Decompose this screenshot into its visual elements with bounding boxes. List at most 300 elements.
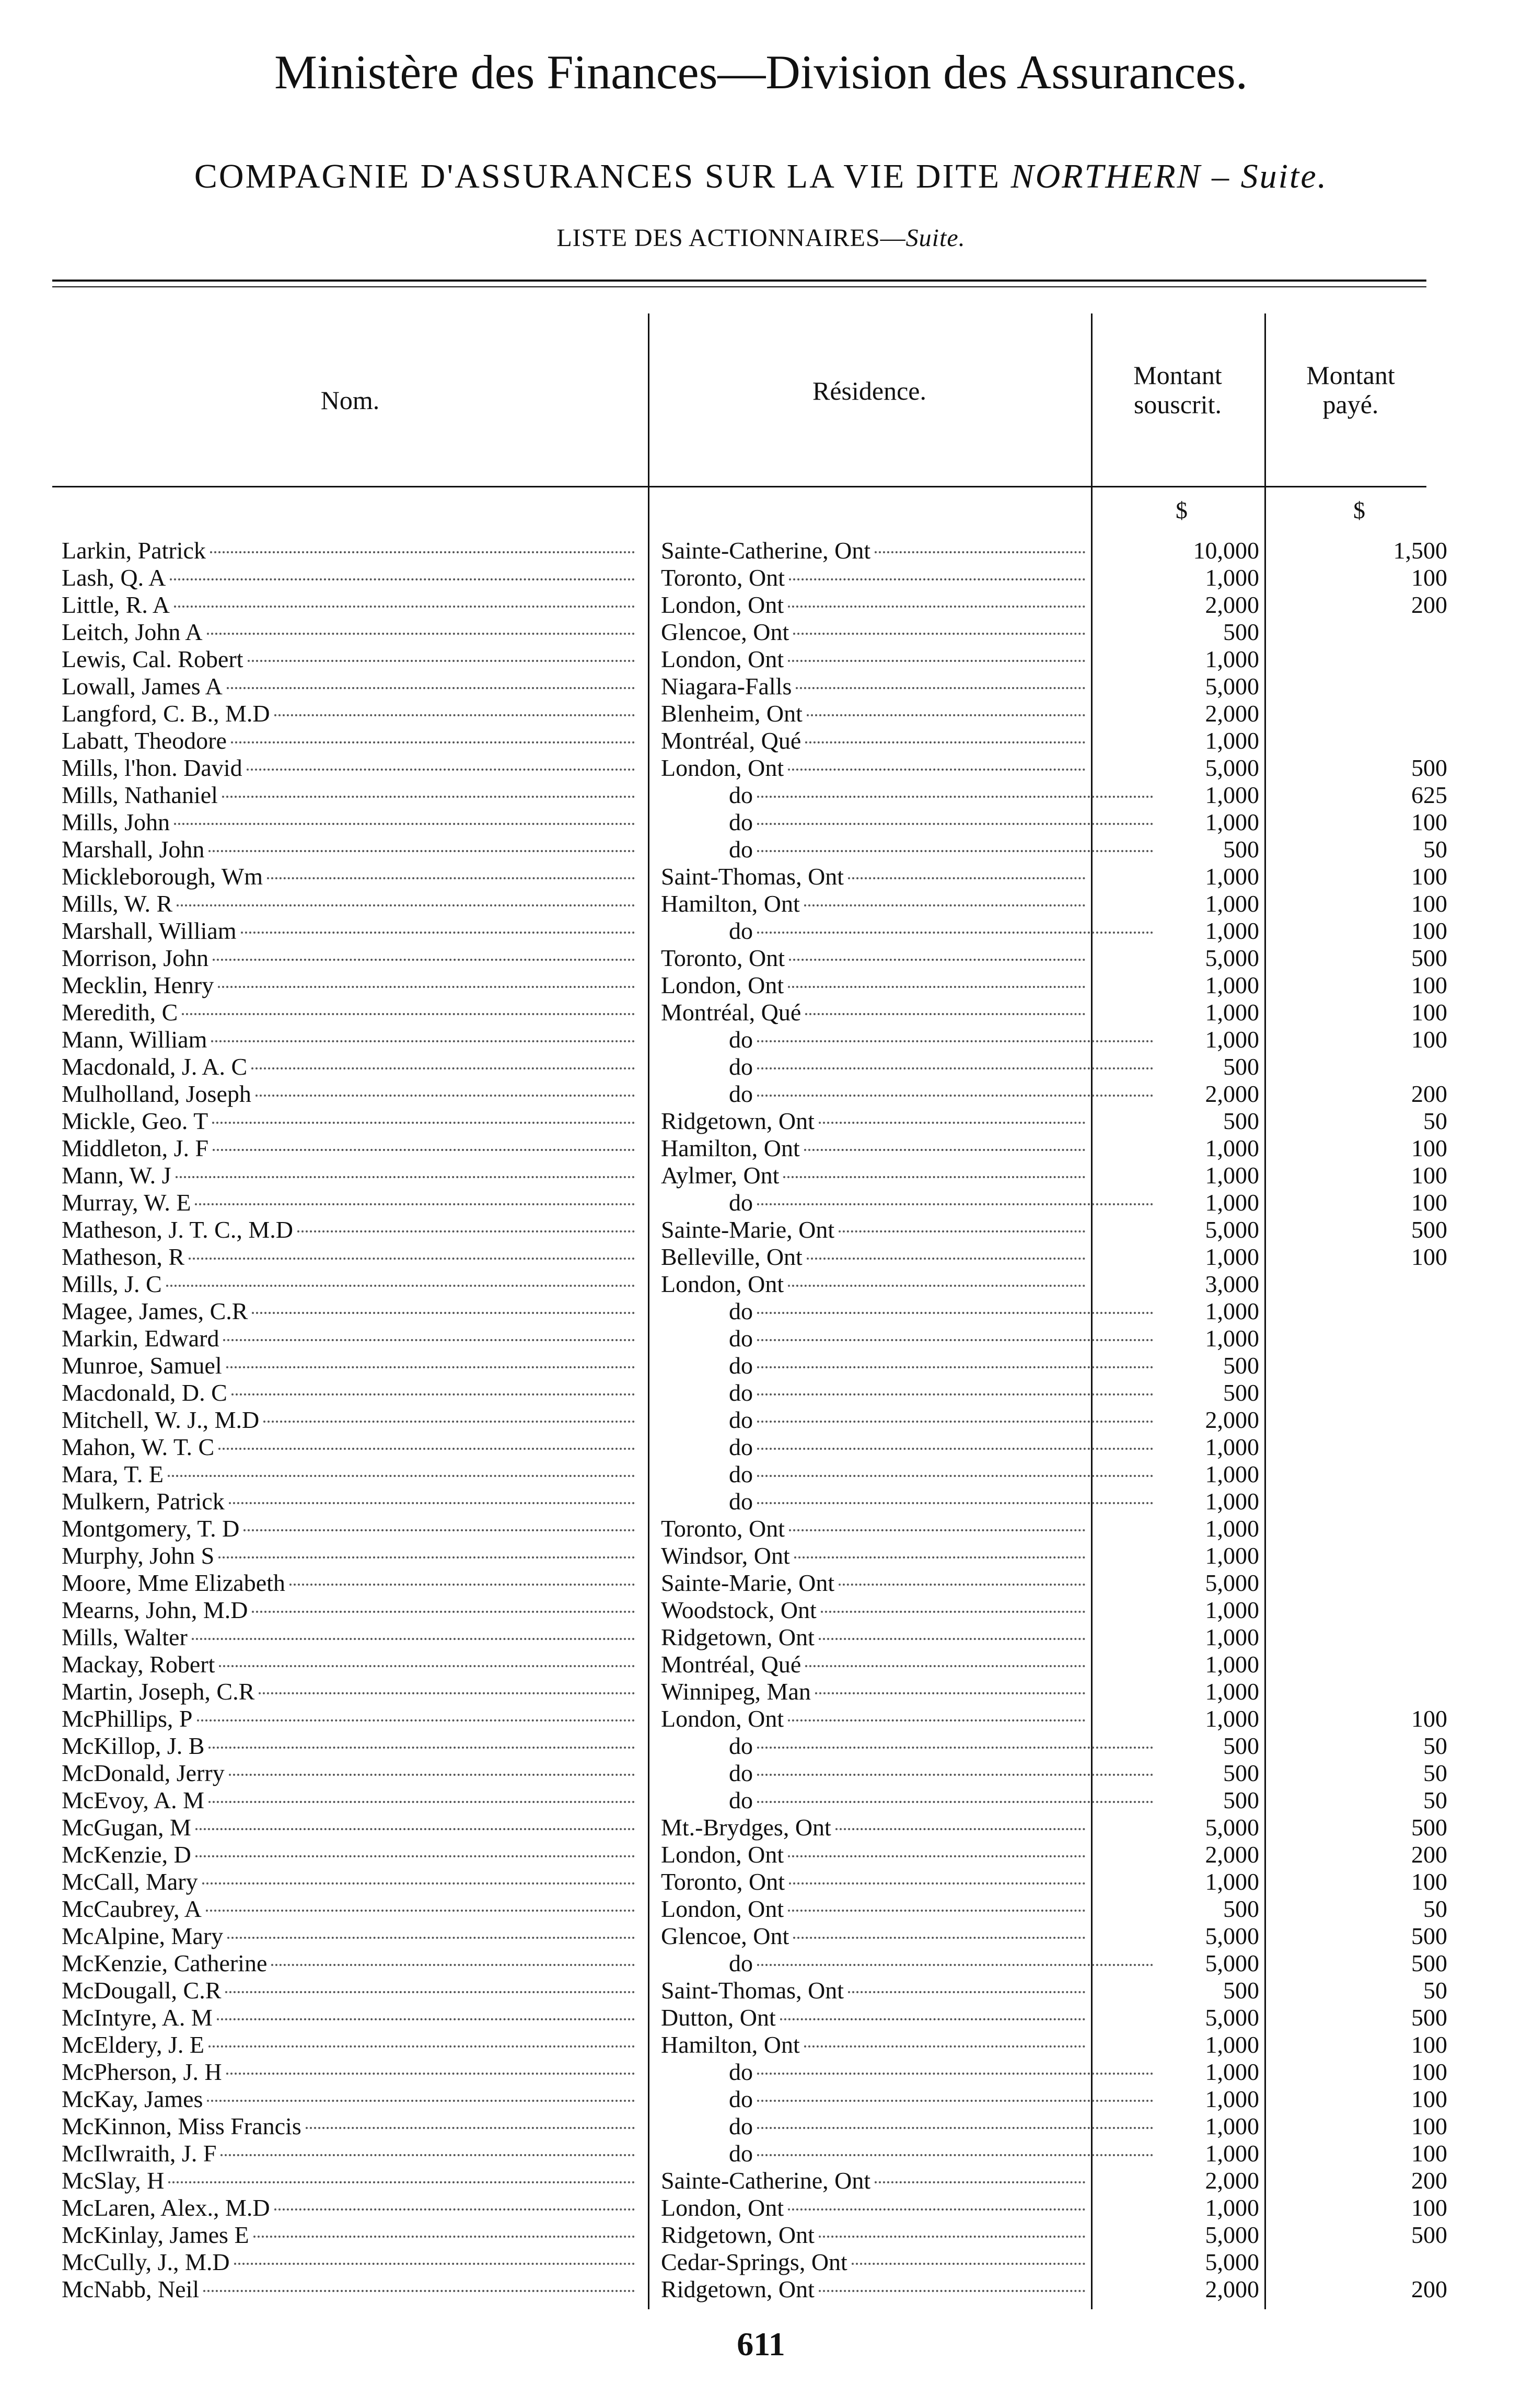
- leader-dots: [788, 1285, 1085, 1287]
- shareholder-name: McDougall, C.R: [62, 1977, 222, 2004]
- residence: Blenheim, Ont: [661, 700, 803, 727]
- table-row: [0, 700, 1522, 727]
- column-header-subscribed-line2: souscrit.: [1133, 390, 1222, 419]
- leader-dots: [835, 1828, 1085, 1830]
- amount-subscribed: 1,000: [1205, 2194, 1259, 2221]
- leader-dots: [788, 2208, 1085, 2211]
- amount-subscribed: 1,000: [1205, 1705, 1259, 1732]
- residence-cell: [661, 2140, 1157, 2167]
- table-row: [0, 591, 1522, 619]
- leader-dots: [796, 687, 1085, 689]
- leader-dots: [252, 1312, 635, 1314]
- shareholder-name: McIlwraith, J. F: [62, 2140, 217, 2167]
- amount-paid: 100: [1411, 1868, 1447, 1895]
- column-header-subscribed: [1091, 360, 1264, 419]
- table-row: [0, 999, 1522, 1026]
- amount-paid: 50: [1423, 1108, 1447, 1134]
- amount-subscribed: 1,000: [1205, 2031, 1259, 2058]
- shareholder-name: McGugan, M: [62, 1814, 191, 1841]
- table-row: [0, 1787, 1522, 1814]
- shareholder-name: Mickleborough, Wm: [62, 863, 263, 890]
- shareholder-name: Macdonald, J. A. C: [62, 1053, 248, 1080]
- residence-cell: [661, 1841, 1089, 1868]
- shareholder-name-cell: [62, 1488, 639, 1515]
- residence: do: [729, 2113, 753, 2139]
- shareholder-name: Leitch, John A: [62, 619, 203, 645]
- table-row: [0, 2004, 1522, 2031]
- residence: do: [729, 1434, 753, 1460]
- amount-paid: 500: [1411, 2221, 1447, 2248]
- shareholder-name: McKinnon, Miss Francis: [62, 2113, 301, 2139]
- shareholder-name: McNabb, Neil: [62, 2276, 200, 2302]
- amount-paid: 1,500: [1393, 537, 1447, 564]
- column-header-paid-line1: Montant: [1306, 360, 1395, 390]
- company-name: NORTHERN: [1010, 157, 1202, 195]
- shareholder-name: McPherson, J. H: [62, 2058, 222, 2085]
- shareholder-name-cell: [62, 890, 639, 917]
- residence: Hamilton, Ont: [661, 1135, 800, 1161]
- shareholder-name: Lewis, Cal. Robert: [62, 646, 243, 672]
- company-suffix: – Suite.: [1212, 157, 1328, 195]
- table-row: [0, 1434, 1522, 1461]
- table-row: [0, 2249, 1522, 2276]
- residence-cell: [661, 2113, 1157, 2140]
- amount-subscribed: 1,000: [1205, 1189, 1259, 1216]
- residence: Montréal, Qué: [661, 999, 801, 1026]
- table-row: [0, 1895, 1522, 1923]
- residence-cell: [661, 1243, 1089, 1271]
- table-row: [0, 1461, 1522, 1488]
- shareholder-name: Lash, Q. A: [62, 564, 166, 591]
- column-header-subscribed-line1: Montant: [1133, 360, 1222, 390]
- shareholder-name: Mackay, Robert: [62, 1651, 215, 1678]
- shareholder-name: McCaubrey, A: [62, 1895, 202, 1922]
- amount-paid: 50: [1423, 1977, 1447, 2004]
- amount-subscribed: 1,000: [1205, 917, 1259, 944]
- amount-paid: 50: [1423, 1760, 1447, 1786]
- residence: Sainte-Catherine, Ont: [661, 537, 871, 564]
- residence: Ridgetown, Ont: [661, 2221, 815, 2248]
- shareholder-name-cell: [62, 1352, 639, 1379]
- residence-cell: [661, 1542, 1089, 1569]
- shareholder-name-cell: [62, 1135, 639, 1162]
- residence-cell: [661, 754, 1089, 782]
- leader-dots: [212, 1122, 635, 1124]
- shareholder-name-cell: [62, 2113, 639, 2140]
- amount-subscribed: 1,000: [1205, 646, 1259, 672]
- table-row: [0, 754, 1522, 782]
- residence: Cedar-Springs, Ont: [661, 2249, 847, 2275]
- shareholder-name-cell: [62, 646, 639, 673]
- amount-subscribed: 1,000: [1205, 1868, 1259, 1895]
- company-title: [0, 157, 1522, 196]
- table-row: [0, 972, 1522, 999]
- leader-dots: [788, 660, 1085, 662]
- table-row: [0, 1705, 1522, 1732]
- leader-dots: [875, 2181, 1085, 2183]
- shareholder-name: Mills, J. C: [62, 1271, 162, 1297]
- residence-cell: [661, 1597, 1089, 1624]
- leader-dots: [203, 2290, 635, 2292]
- table-row: [0, 917, 1522, 945]
- shareholder-name: Mills, Nathaniel: [62, 782, 218, 808]
- amount-subscribed: 1,000: [1205, 2086, 1259, 2112]
- leader-dots: [875, 551, 1085, 553]
- amount-subscribed: 5,000: [1205, 2004, 1259, 2031]
- leader-dots: [234, 2263, 635, 2265]
- shareholder-name-cell: [62, 1108, 639, 1135]
- shareholder-name: McAlpine, Mary: [62, 1923, 224, 1949]
- amount-subscribed: 5,000: [1205, 1950, 1259, 1976]
- amount-subscribed: 1,000: [1205, 1461, 1259, 1487]
- leader-dots: [788, 1855, 1085, 1857]
- shareholder-name-cell: [62, 1216, 639, 1243]
- residence: do: [729, 1760, 753, 1786]
- amount-subscribed: 1,000: [1205, 564, 1259, 591]
- leader-dots: [168, 1475, 635, 1477]
- list-title-suffix: Suite.: [905, 224, 966, 252]
- residence: do: [729, 1325, 753, 1352]
- amount-paid: 100: [1411, 2086, 1447, 2112]
- leader-dots: [289, 1584, 635, 1586]
- leader-dots: [271, 1964, 635, 1966]
- amount-paid: 100: [1411, 2113, 1447, 2139]
- shareholder-name-cell: [62, 1162, 639, 1189]
- leader-dots: [255, 1095, 635, 1097]
- shareholder-name: Mickle, Geo. T: [62, 1108, 208, 1134]
- amount-subscribed: 1,000: [1205, 1298, 1259, 1324]
- amount-subscribed: 5,000: [1205, 2249, 1259, 2275]
- shareholder-name: McCully, J., M.D: [62, 2249, 230, 2275]
- residence-cell: [661, 1732, 1157, 1760]
- residence-cell: [661, 1189, 1157, 1216]
- amount-subscribed: 1,000: [1205, 1325, 1259, 1352]
- shareholder-name-cell: [62, 1080, 639, 1108]
- table-row: [0, 1977, 1522, 2004]
- shareholder-name: Markin, Edward: [62, 1325, 219, 1352]
- shareholder-name-cell: [62, 1271, 639, 1298]
- leader-dots: [788, 606, 1085, 608]
- residence-cell: [661, 1325, 1157, 1352]
- amount-paid: 500: [1411, 1950, 1447, 1976]
- shareholder-name-cell: [62, 1950, 639, 1977]
- table-row: [0, 2276, 1522, 2303]
- table-row: [0, 1216, 1522, 1243]
- shareholder-name: McSlay, H: [62, 2167, 165, 2194]
- shareholder-name-cell: [62, 2031, 639, 2058]
- table-row: [0, 2221, 1522, 2249]
- table-row: [0, 1271, 1522, 1298]
- residence: Sainte-Marie, Ont: [661, 1569, 835, 1596]
- amount-subscribed: 5,000: [1205, 673, 1259, 700]
- shareholder-name-cell: [62, 1923, 639, 1950]
- leader-dots: [229, 1502, 635, 1504]
- leader-dots: [211, 1040, 635, 1042]
- leader-dots: [251, 1067, 635, 1069]
- table-row: [0, 619, 1522, 646]
- table-row: [0, 1923, 1522, 1950]
- table-row: [0, 945, 1522, 972]
- residence-cell: [661, 890, 1089, 917]
- residence-cell: [661, 2249, 1089, 2276]
- amount-subscribed: 1,000: [1205, 863, 1259, 890]
- amount-subscribed: 500: [1223, 1732, 1259, 1759]
- amount-paid: 50: [1423, 1787, 1447, 1813]
- amount-paid: 100: [1411, 2031, 1447, 2058]
- residence: Saint-Thomas, Ont: [661, 863, 844, 890]
- shareholder-name-cell: [62, 754, 639, 782]
- shareholder-name-cell: [62, 1243, 639, 1271]
- amount-paid: 50: [1423, 836, 1447, 863]
- residence: Glencoe, Ont: [661, 619, 789, 645]
- residence: do: [729, 1488, 753, 1515]
- amount-paid: 200: [1411, 2167, 1447, 2194]
- leader-dots: [218, 1556, 635, 1558]
- leader-dots: [195, 1855, 635, 1857]
- shareholder-name-cell: [62, 2221, 639, 2249]
- table-row: [0, 2031, 1522, 2058]
- amount-paid: 100: [1411, 1026, 1447, 1053]
- amount-subscribed: 1,000: [1205, 999, 1259, 1026]
- amount-subscribed: 5,000: [1205, 945, 1259, 971]
- residence-cell: [661, 1434, 1157, 1461]
- leader-dots: [192, 1638, 635, 1640]
- shareholder-name-cell: [62, 1678, 639, 1705]
- amount-paid: 100: [1411, 809, 1447, 835]
- leader-dots: [208, 2045, 635, 2048]
- shareholder-name: Mills, W. R: [62, 890, 173, 917]
- residence: do: [729, 1406, 753, 1433]
- leader-dots: [206, 1910, 635, 1912]
- shareholder-name-cell: [62, 917, 639, 945]
- shareholder-name: Mulholland, Joseph: [62, 1080, 251, 1107]
- leader-dots: [252, 1611, 635, 1613]
- residence: do: [729, 809, 753, 835]
- shareholder-name-cell: [62, 1841, 639, 1868]
- residence: Winnipeg, Man: [661, 1678, 811, 1705]
- residence-cell: [661, 1271, 1089, 1298]
- column-header-paid: [1264, 360, 1437, 419]
- amount-subscribed: 1,000: [1205, 727, 1259, 754]
- leader-dots: [794, 1556, 1085, 1558]
- residence-cell: [661, 1787, 1157, 1814]
- shareholder-name-cell: [62, 727, 639, 754]
- residence: London, Ont: [661, 1895, 784, 1922]
- top-rule-double: [52, 280, 1426, 282]
- table-row: [0, 1678, 1522, 1705]
- residence-cell: [661, 619, 1089, 646]
- table-row: [0, 809, 1522, 836]
- amount-subscribed: 5,000: [1205, 754, 1259, 781]
- residence-cell: [661, 1977, 1089, 2004]
- shareholder-name: McCall, Mary: [62, 1868, 198, 1895]
- leader-dots: [218, 986, 635, 988]
- leader-dots: [274, 714, 635, 716]
- shareholder-name-cell: [62, 945, 639, 972]
- shareholder-name-cell: [62, 1732, 639, 1760]
- shareholder-name-cell: [62, 1298, 639, 1325]
- residence: Saint-Thomas, Ont: [661, 1977, 844, 2004]
- shareholder-name-cell: [62, 591, 639, 619]
- residence-cell: [661, 2276, 1089, 2303]
- leader-dots: [208, 850, 635, 852]
- column-header-name: Nom.: [320, 386, 380, 415]
- amount-subscribed: 10,000: [1193, 537, 1259, 564]
- leader-dots: [783, 1176, 1085, 1178]
- amount-subscribed: 1,000: [1205, 782, 1259, 808]
- amount-paid: 100: [1411, 999, 1447, 1026]
- table-row: [0, 1488, 1522, 1515]
- residence-cell: [661, 646, 1089, 673]
- residence: Hamilton, Ont: [661, 890, 800, 917]
- residence-cell: [661, 537, 1089, 564]
- amount-subscribed: 5,000: [1205, 1216, 1259, 1243]
- leader-dots: [189, 1258, 635, 1260]
- shareholder-name-cell: [62, 1542, 639, 1569]
- residence-cell: [661, 1162, 1089, 1189]
- leader-dots: [243, 1529, 635, 1531]
- leader-dots: [805, 1013, 1085, 1015]
- residence: London, Ont: [661, 754, 784, 781]
- residence-cell: [661, 1569, 1089, 1597]
- shareholder-name-cell: [62, 1026, 639, 1053]
- amount-paid: 100: [1411, 890, 1447, 917]
- table-row: [0, 836, 1522, 863]
- residence-cell: [661, 1080, 1157, 1108]
- leader-dots: [182, 1013, 635, 1015]
- leader-dots: [848, 1991, 1085, 1993]
- residence-cell: [661, 1026, 1157, 1053]
- residence-cell: [661, 836, 1157, 863]
- residence-cell: [661, 1108, 1089, 1135]
- amount-subscribed: 1,000: [1205, 1243, 1259, 1270]
- shareholder-name-cell: [62, 809, 639, 836]
- residence-cell: [661, 809, 1157, 836]
- table-row: [0, 1732, 1522, 1760]
- shareholder-name: Larkin, Patrick: [62, 537, 206, 564]
- leader-dots: [805, 1665, 1085, 1667]
- residence: do: [729, 836, 753, 863]
- amount-subscribed: 500: [1223, 1895, 1259, 1922]
- amount-paid: 100: [1411, 2058, 1447, 2085]
- list-title-text: LISTE DES ACTIONNAIRES—: [556, 224, 906, 252]
- amount-subscribed: 500: [1223, 1379, 1259, 1406]
- amount-paid: 100: [1411, 1243, 1447, 1270]
- leader-dots: [274, 2208, 635, 2211]
- shareholder-name: Mills, John: [62, 809, 170, 835]
- leader-dots: [218, 1448, 635, 1450]
- table-row: [0, 1868, 1522, 1895]
- amount-subscribed: 5,000: [1205, 1814, 1259, 1841]
- amount-subscribed: 1,000: [1205, 1624, 1259, 1650]
- shareholder-name-cell: [62, 1787, 639, 1814]
- amount-paid: 500: [1411, 1216, 1447, 1243]
- table-row: [0, 2113, 1522, 2140]
- shareholder-name-cell: [62, 1651, 639, 1678]
- table-row: [0, 1515, 1522, 1542]
- amount-subscribed: 1,000: [1205, 2140, 1259, 2167]
- shareholder-name-cell: [62, 1461, 639, 1488]
- shareholder-name: Montgomery, T. D: [62, 1515, 240, 1542]
- residence-cell: [661, 2031, 1089, 2058]
- leader-dots: [804, 904, 1085, 906]
- leader-dots: [241, 932, 635, 934]
- amount-paid: 200: [1411, 1080, 1447, 1107]
- residence-cell: [661, 1406, 1157, 1434]
- residence-cell: [661, 1379, 1157, 1406]
- shareholder-name-cell: [62, 1434, 639, 1461]
- residence: London, Ont: [661, 1271, 784, 1297]
- residence-cell: [661, 1868, 1089, 1895]
- shareholder-name: Morrison, John: [62, 945, 209, 971]
- table-row: [0, 1135, 1522, 1162]
- leader-dots: [177, 904, 635, 906]
- shareholder-name: Matheson, J. T. C., M.D: [62, 1216, 293, 1243]
- residence-cell: [661, 2004, 1089, 2031]
- page-number: 611: [737, 2325, 785, 2363]
- leader-dots: [297, 1230, 635, 1232]
- residence-cell: [661, 945, 1089, 972]
- amount-subscribed: 5,000: [1205, 1923, 1259, 1949]
- shareholder-name: Mecklin, Henry: [62, 972, 214, 998]
- amount-paid: 100: [1411, 2140, 1447, 2167]
- shareholder-name-cell: [62, 2058, 639, 2086]
- table-row: [0, 782, 1522, 809]
- table-row: [0, 1651, 1522, 1678]
- residence-cell: [661, 999, 1089, 1026]
- residence: Aylmer, Ont: [661, 1162, 780, 1189]
- shareholder-name-cell: [62, 999, 639, 1026]
- residence-cell: [661, 727, 1089, 754]
- shareholder-name: Mahon, W. T. C: [62, 1434, 215, 1460]
- leader-dots: [223, 1339, 635, 1341]
- leader-dots: [208, 1747, 635, 1749]
- leader-dots: [222, 796, 635, 798]
- leader-dots: [195, 1828, 635, 1830]
- amount-subscribed: 1,000: [1205, 2058, 1259, 2085]
- amount-subscribed: 1,000: [1205, 1651, 1259, 1678]
- amount-subscribed: 1,000: [1205, 1434, 1259, 1460]
- residence: London, Ont: [661, 646, 784, 672]
- amount-paid: 500: [1411, 2004, 1447, 2031]
- shareholder-name: Mann, William: [62, 1026, 207, 1053]
- residence: do: [729, 1080, 753, 1107]
- table-row: [0, 890, 1522, 917]
- shareholder-name: Macdonald, D. C: [62, 1379, 227, 1406]
- amount-subscribed: 500: [1223, 1977, 1259, 2004]
- amount-subscribed: 500: [1223, 619, 1259, 645]
- leader-dots: [821, 1611, 1085, 1613]
- residence: Hamilton, Ont: [661, 2031, 800, 2058]
- residence: do: [729, 1732, 753, 1759]
- residence: London, Ont: [661, 1841, 784, 1868]
- shareholder-name-cell: [62, 1406, 639, 1434]
- amount-paid: 500: [1411, 754, 1447, 781]
- leader-dots: [166, 1285, 635, 1287]
- residence: Niagara-Falls: [661, 673, 792, 700]
- residence: London, Ont: [661, 972, 784, 998]
- leader-dots: [168, 2181, 635, 2183]
- shareholder-name: Mitchell, W. J., M.D: [62, 1406, 260, 1433]
- residence: do: [729, 1352, 753, 1379]
- residence-cell: [661, 1216, 1089, 1243]
- residence-cell: [661, 1624, 1089, 1651]
- shareholder-name: Moore, Mme Elizabeth: [62, 1569, 285, 1596]
- company-title-text: COMPAGNIE D'ASSURANCES SUR LA VIE DITE: [194, 157, 1001, 195]
- shareholder-name-cell: [62, 1868, 639, 1895]
- residence-cell: [661, 1923, 1089, 1950]
- amount-paid: 100: [1411, 2194, 1447, 2221]
